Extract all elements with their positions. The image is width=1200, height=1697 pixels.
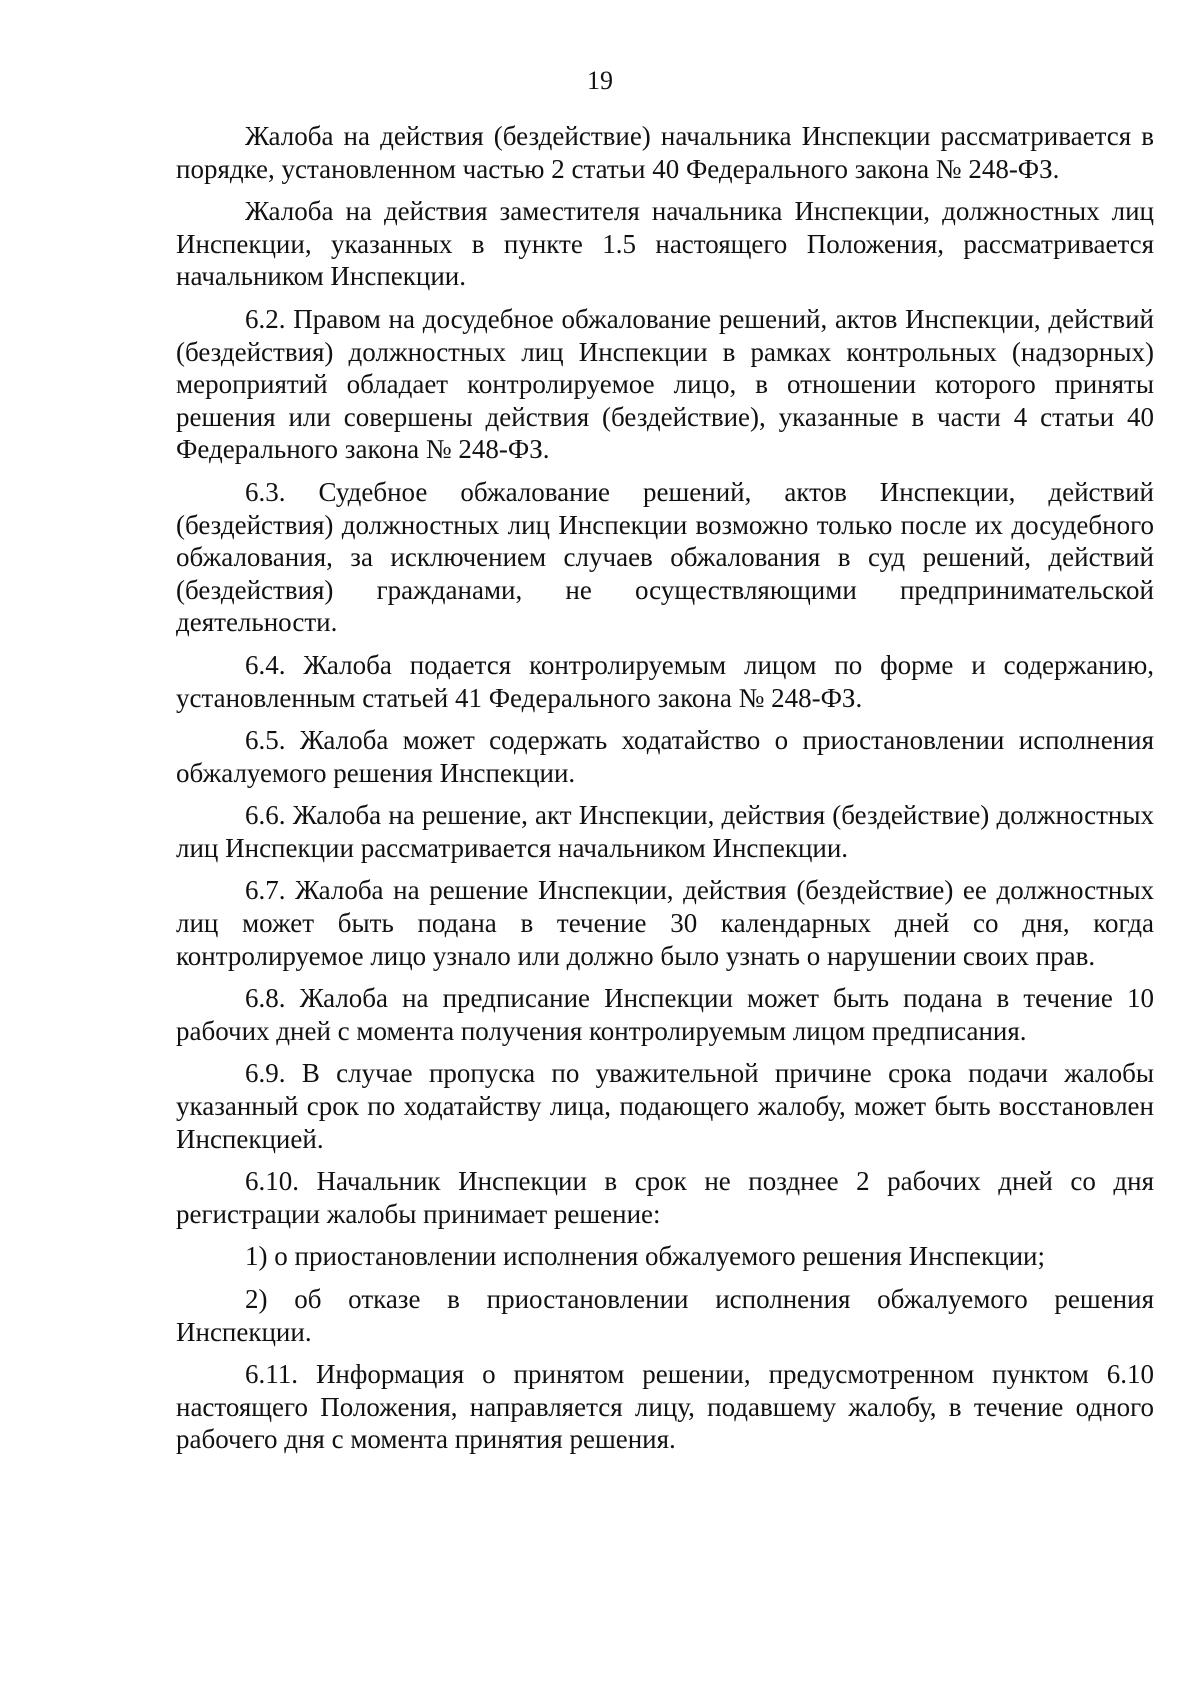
paragraph-6-6: 6.6. Жалоба на решение, акт Инспекции, действия (бездействие) должностных лиц Инспекции рассматривается начальником Инспекции. [176,800,1154,863]
paragraph-6-3: 6.3. Судебное обжалование решений, актов Инспекции, действий (бездействия) должностных лиц Инспекции возможно только после их досудебного обжалования, за исключением случаев обжалования в суд решений, действий (бездействия) гражданами, не осуществляющими предпринимательской деятельности. [176,476,1154,638]
paragraph-6-5: 6.5. Жалоба может содержать ходатайство о приостановлении исполнения обжалуемого решения Инспекции. [176,725,1154,788]
paragraph-6-4: 6.4. Жалоба подается контролируемым лицом по форме и содержанию, установленным статьей 41 Федерального закона № 248-ФЗ. [176,649,1154,713]
paragraph-6-11: 6.11. Информация о принятом решении, предусмотренном пунктом 6.10 настоящего Положения, направляется лицу, подавшему жалобу, в течение одного рабочего дня с момента принятия решения. [176,1359,1154,1455]
paragraph-6-7: 6.7. Жалоба на решение Инспекции, действия (бездействие) ее должностных лиц может быть подана в течение 30 календарных дней со дня, когда контролируемое лицо узнало или должно было узнать о нарушении своих прав. [176,875,1154,971]
paragraph-6-2: 6.2. Правом на досудебное обжалование решений, актов Инспекции, действий (бездействия) должностных лиц Инспекции в рамках контрольных (надзорных) мероприятий обладает контролируемое лицо, в отношении которого приняты решения или совершены действия (бездействие), указанные в части 4 статьи 40 Федерального закона № 248-ФЗ. [176,303,1154,465]
paragraph-6-10: 6.10. Начальник Инспекции в срок не позднее 2 рабочих дней со дня регистрации жалобы принимает решение: [176,1166,1154,1229]
paragraph-6-8: 6.8. Жалоба на предписание Инспекции может быть подана в течение 10 рабочих дней с момента получения контролируемым лицом предписания. [176,983,1154,1046]
document-body [176,120,1154,1466]
paragraph-6-9: 6.9. В случае пропуска по уважительной причине срока подачи жалобы указанный срок по ходатайству лица, подающего жалобу, может быть восстановлен Инспекцией. [176,1058,1154,1154]
paragraph-complaint-head: Жалоба на действия (бездействие) начальника Инспекции рассматривается в порядке, установленном частью 2 статьи 40 Федерального закона № 248-ФЗ. [176,121,1154,184]
list-item-2: 2) об отказе в приостановлении исполнения обжалуемого решения Инспекции. [176,1284,1154,1347]
list-item-1: 1) о приостановлении исполнения обжалуемого решения Инспекции; [245,1241,1045,1272]
paragraph-complaint-deputy: Жалоба на действия заместителя начальника Инспекции, должностных лиц Инспекции, указанных в пункте 1.5 настоящего Положения, рассматривается начальником Инспекции. [176,196,1154,292]
page-number: 19 [587,66,613,95]
